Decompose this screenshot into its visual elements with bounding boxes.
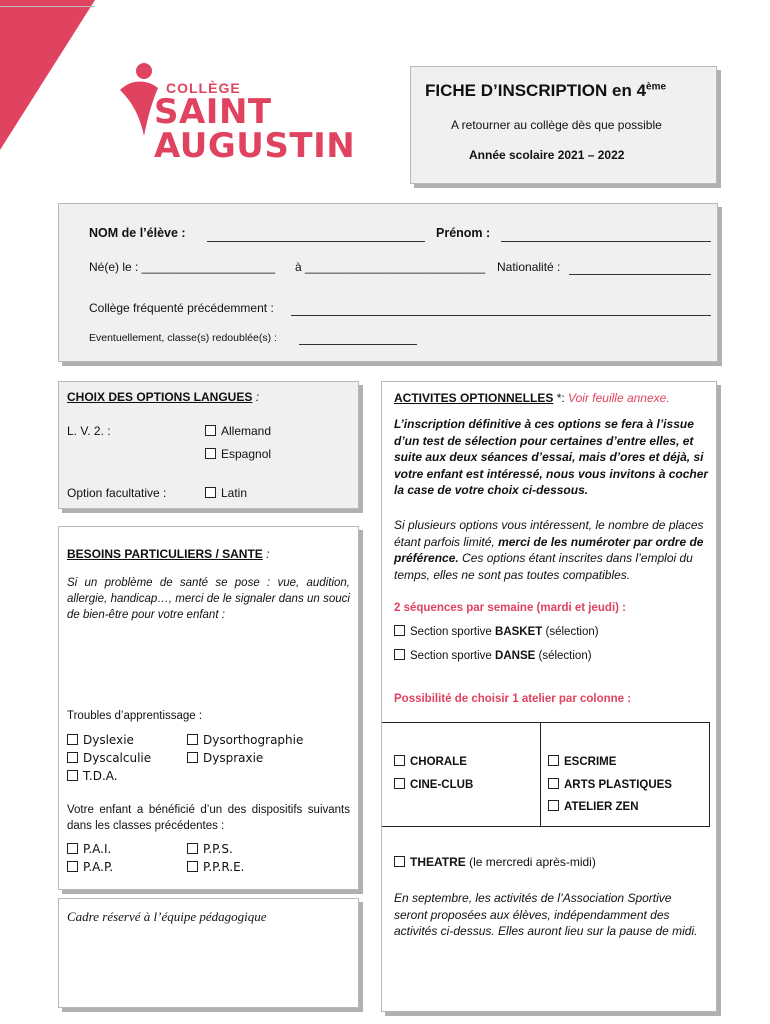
logo-college: COLLÈGE <box>166 80 241 96</box>
checkbox-icon[interactable] <box>394 778 405 789</box>
sequences-heading: 2 séquences par semaine (mardi et jeudi) : <box>394 602 626 614</box>
classe-label: Eventuellement, classe(s) redoublée(s) : <box>89 332 277 344</box>
college-field[interactable] <box>291 315 711 316</box>
besoins-intro: Si un problème de santé se pose : vue, audition, allergie, handicap…, merci de le signaler dans un souci de bien-être pour votre enfant : <box>67 577 350 621</box>
dispositifs-label: Votre enfant a bénéficié d’un des dispositifs suivants dans les classes précédentes : <box>67 804 350 832</box>
checkbox-icon[interactable] <box>187 861 198 872</box>
allemand-option[interactable]: Allemand <box>205 424 271 438</box>
checkbox-icon[interactable] <box>205 448 216 459</box>
dyscalculie-option[interactable]: Dyscalculie <box>67 751 151 765</box>
checkbox-icon[interactable] <box>67 734 78 745</box>
checkbox-icon[interactable] <box>67 770 78 781</box>
nationalite-field[interactable] <box>569 274 711 275</box>
nom-field[interactable] <box>207 241 425 242</box>
escrime-option[interactable]: ESCRIME <box>548 755 616 768</box>
checkbox-icon[interactable] <box>394 649 405 660</box>
langues-box <box>58 381 359 509</box>
identity-box <box>58 203 718 362</box>
checkbox-icon[interactable] <box>394 856 405 867</box>
latin-option[interactable]: Latin <box>205 486 247 500</box>
arts-option[interactable]: ARTS PLASTIQUES <box>548 778 672 791</box>
school-logo <box>118 58 358 168</box>
danse-option[interactable]: Section sportive DANSE (sélection) <box>394 649 592 662</box>
dyspraxie-option[interactable]: Dyspraxie <box>187 751 263 765</box>
besoins-box <box>58 526 359 890</box>
grid-right <box>709 722 710 826</box>
dyslexie-option[interactable]: Dyslexie <box>67 733 134 747</box>
dysorthographie-option[interactable]: Dysorthographie <box>187 733 303 747</box>
corner-decoration <box>0 0 95 150</box>
langues-title: CHOIX DES OPTIONS LANGUES : <box>67 390 260 404</box>
header-subtitle: A retourner au collège dès que possible <box>451 118 662 132</box>
checkbox-icon[interactable] <box>548 800 559 811</box>
checkbox-icon[interactable] <box>205 425 216 436</box>
activites-para1: L’inscription définitive à ces options se fera à l’issue d’un test de sélection pour certaines d’entre elles, et suite aux deux séances d’essai, mais d’ores et déjà, si votre enfant est intéressé, nous vous invitons à cocher la case de votre choix ci-dessous. <box>394 417 709 497</box>
prenom-field[interactable] <box>501 241 711 242</box>
grid-bottom <box>382 826 710 827</box>
cineclub-option[interactable]: CINE-CLUB <box>394 778 473 791</box>
tda-option[interactable]: T.D.A. <box>67 769 118 783</box>
classe-field[interactable] <box>299 344 417 345</box>
checkbox-icon[interactable] <box>67 861 78 872</box>
checkbox-icon[interactable] <box>67 752 78 763</box>
logo-saint: SAINT <box>154 92 272 132</box>
septembre-note: En septembre, les activités de l’Association Sportive seront proposées aux élèves, indépendamment des activités ci-dessus. Elles auront lieu sur la pause de midi. <box>394 891 698 938</box>
ppre-option[interactable]: P.P.R.E. <box>187 860 244 874</box>
nationalite-label: Nationalité : <box>497 260 561 274</box>
checkbox-icon[interactable] <box>187 752 198 763</box>
chorale-option[interactable]: CHORALE <box>394 755 467 768</box>
theatre-option[interactable]: THEATRE (le mercredi après-midi) <box>394 855 596 869</box>
checkbox-icon[interactable] <box>548 755 559 766</box>
cadre-box <box>58 898 359 1008</box>
checkbox-icon[interactable] <box>187 734 198 745</box>
checkbox-icon[interactable] <box>548 778 559 789</box>
activites-box <box>381 381 717 1012</box>
page-title: FICHE D’INSCRIPTION en 4ème <box>425 81 667 100</box>
zen-option[interactable]: ATELIER ZEN <box>548 800 639 813</box>
college-label: Collège fréquenté précédemment : <box>89 301 274 315</box>
pai-option[interactable]: P.A.I. <box>67 842 111 856</box>
grid-top <box>382 722 710 723</box>
activites-title: ACTIVITES OPTIONNELLES *: Voir feuille annexe. <box>394 391 670 405</box>
troubles-label: Troubles d’apprentissage : <box>67 710 203 722</box>
logo-augustin: AUGUSTIN <box>154 126 356 166</box>
checkbox-icon[interactable] <box>394 625 405 636</box>
lieu-label[interactable]: à ___________________________ <box>295 260 486 274</box>
header-box <box>410 66 717 184</box>
checkbox-icon[interactable] <box>205 487 216 498</box>
grid-divider <box>540 722 541 826</box>
school-year: Année scolaire 2021 – 2022 <box>469 148 625 162</box>
nom-label: NOM de l’élève : <box>89 226 186 240</box>
checkbox-icon[interactable] <box>187 843 198 854</box>
pps-option[interactable]: P.P.S. <box>187 842 233 856</box>
atelier-heading: Possibilité de choisir 1 atelier par colonne : <box>394 693 632 705</box>
cadre-label: Cadre réservé à l’équipe pédagogique <box>67 909 267 924</box>
option-facultative-label: Option facultative : <box>67 486 167 500</box>
top-rule <box>0 6 95 7</box>
activites-para2: Si plusieurs options vous intéressent, le nombre de places étant parfois limité, merci de les numéroter par ordre de préférence. Ces options étant inscrites dans l’emploi du temps, elles ne sont pas toutes compatibles. <box>394 518 704 582</box>
naissance-label[interactable]: Né(e) le : ____________________ <box>89 260 276 274</box>
checkbox-icon[interactable] <box>394 755 405 766</box>
checkbox-icon[interactable] <box>67 843 78 854</box>
lv2-label: L. V. 2. : <box>67 424 111 438</box>
besoins-title: BESOINS PARTICULIERS / SANTE : <box>67 547 270 561</box>
pap-option[interactable]: P.A.P. <box>67 860 113 874</box>
prenom-label: Prénom : <box>436 226 491 240</box>
espagnol-option[interactable]: Espagnol <box>205 447 271 461</box>
basket-option[interactable]: Section sportive BASKET (sélection) <box>394 625 599 638</box>
